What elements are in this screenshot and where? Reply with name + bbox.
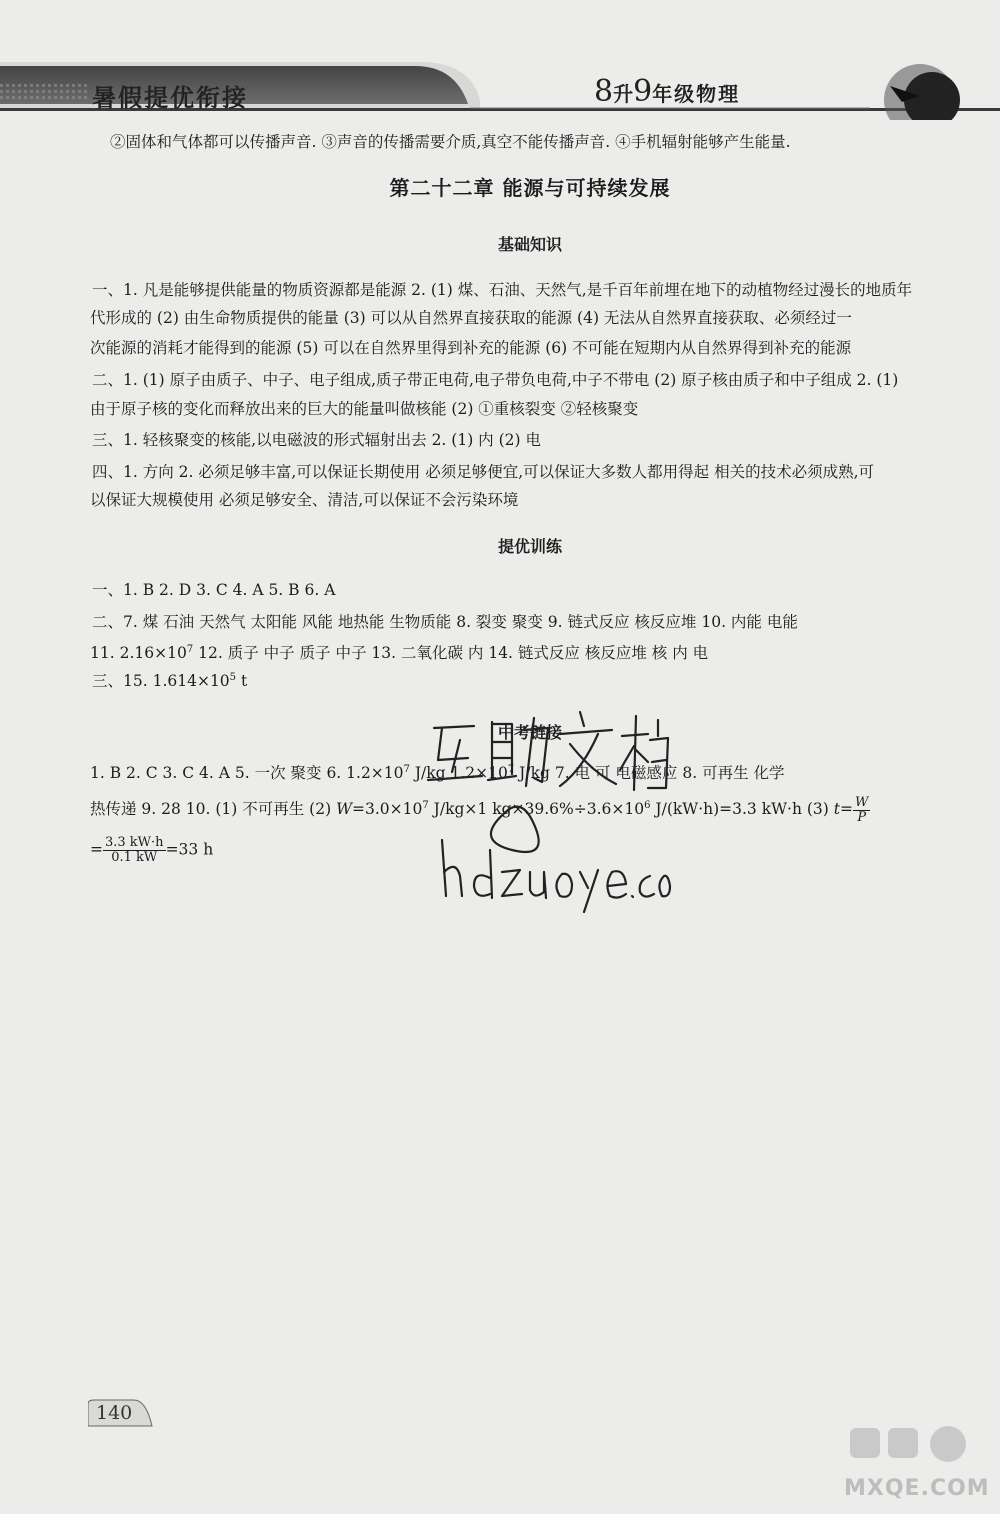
text-line: 11. $2.16\times 10^7$ 12. 质子 中子 质子 中子 13. 二氧化碳 内 14. 链式反应 核反应堆 核 内 电 (90, 644, 709, 663)
chapter-title: 第二十二章 能源与可持续发展 (389, 176, 671, 200)
fraction-w-over-p: $\frac{W}{P}$ (855, 794, 869, 825)
handwritten-watermark (412, 700, 672, 940)
section-heading-basics: 基础知识 (497, 235, 562, 254)
text-line: 由于原子核的变化而释放出来的巨大的能量叫做核能 (2) ①重核裂变 ②轻核聚变 (90, 400, 639, 418)
text-line: 四、1. 方向 2. 必须足够丰富,可以保证长期使用 必须足够便宜,可以保证大多数人都用得起 相关的技术必须成熟,可 (92, 463, 874, 481)
text-line: 次能源的消耗才能得到的能源 (5) 可以在自然界里得到补充的能源 (6) 不可能在短期内从自然界得到补充的能源 (90, 339, 852, 357)
grade-connector: 升 (613, 82, 634, 106)
page-header (0, 0, 1000, 120)
corner-site-logo: MXQE.COM (830, 1420, 1000, 1514)
text-line: 一、1. B 2. D 3. C 4. A 5. B 6. A (92, 581, 336, 599)
text-line: 三、1. 轻核聚变的核能,以电磁波的形式辐射出去 2. (1) 内 (2) 电 (92, 431, 541, 449)
text-line: 1. B 2. C 3. C 4. A 5. 一次 聚变 6. $1.2\times 10^7$ J/kg $1.2\times 10^7$ J/kg 7. 电 可 电磁感应 8. 可再生 化学 (90, 764, 785, 783)
grade-to: 9 (633, 74, 653, 109)
section-heading-exam-links: 中考链接 (497, 723, 562, 742)
text-line: 二、7. 煤 石油 天然气 太阳能 风能 地热能 生物质能 8. 裂变 聚变 9. 链式反应 核反应堆 10. 内能 电能 (92, 613, 798, 631)
subject-label: 年级物理 (652, 82, 741, 106)
page-number: 140 (96, 1402, 133, 1424)
text-line: 代形成的 (2) 由生命物质提供的能量 (3) 可以从自然界直接获取的能源 (4) 无法从自然界直接获取、必须经过一 (90, 309, 852, 327)
grade-subject-label (594, 74, 740, 109)
text-line: 一、1. 凡是能够提供能量的物质资源都是能源 2. (1) 煤、石油、天然气,是千百年前埋在地下的动植物经过漫长的地质年 (92, 281, 913, 299)
section-heading-training: 提优训练 (497, 537, 562, 556)
grade-from: 8 (594, 74, 614, 109)
text-line: 二、1. (1) 原子由质子、中子、电子组成,质子带正电荷,电子带负电荷,中子不带电 (2) 原子核由质子和中子组成 2. (1) (92, 371, 899, 389)
text-line: = $\frac{3.3 kW\cdot h}{0.1 kW}$ =33 h (90, 835, 214, 865)
book-brand-title: 暑假提优衔接 (92, 84, 248, 112)
page-number-tab (88, 1398, 158, 1428)
text-line: 热传递 9. 28 10. (1) 不可再生 (2) $W=3.0\times 10^7$ J/kg×1 $kg\times 39.6\%\div 3.6\times 10^6$ J/(kW·h)=3.3 kW·h (3) t= $\frac{W}{P}$ (90, 794, 869, 825)
text-line: ②固体和气体都可以传播声音. ③声音的传播需要介质,真空不能传播声音. ④手机辐射能够产生能量. (110, 133, 791, 151)
fraction-energy-over-power: $\frac{3.3 kW\cdot h}{0.1 kW}$ (105, 835, 164, 865)
text-line: 以保证大规模使用 必须足够安全、清洁,可以保证不会污染环境 (90, 491, 519, 509)
text-line: 三、15. $1.614\times 10^5$ t (92, 672, 248, 691)
